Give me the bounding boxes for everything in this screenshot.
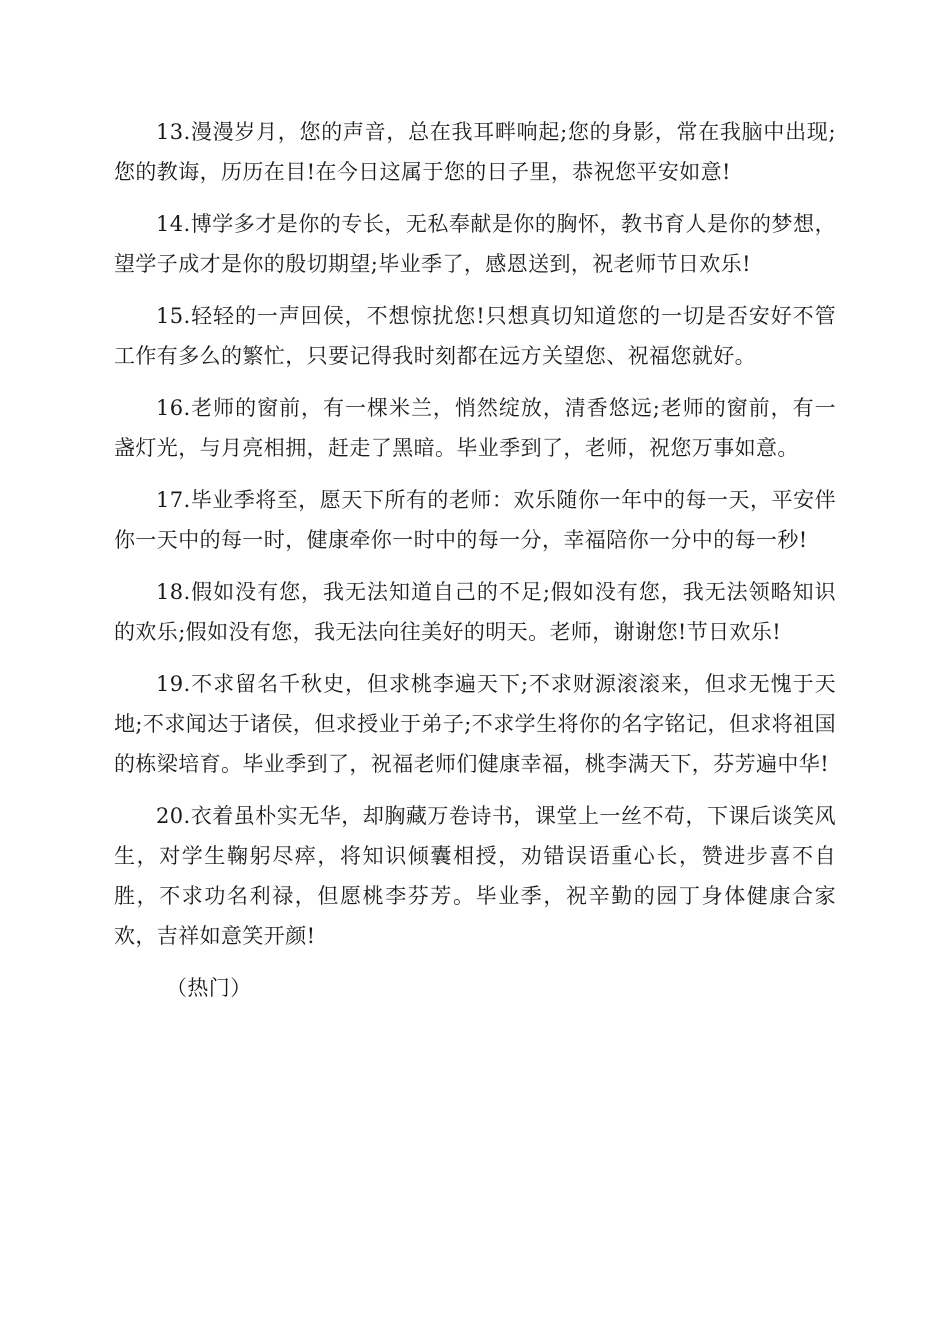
paragraph-19: 19.不求留名千秋史，但求桃李遍天下;不求财源滚滚来，但求无愧于天地;不求闻达于诸侯，但求授业于弟子;不求学生将你的名字铭记，但求将祖国的栋梁培育。毕业季到了，祝福老师们健康幸福，桃李满天下，芬芳遍中华! — [114, 672, 836, 776]
paragraph-15: 15.轻轻的一声回侯，不想惊扰您!只想真切知道您的一切是否安好不管工作有多么的繁忙，只要记得我时刻都在远方关望您、祝福您就好。 — [114, 304, 836, 368]
footer-tag: （热门） — [166, 976, 252, 1000]
paragraph-20: 20.衣着虽朴实无华，却胸藏万卷诗书，课堂上一丝不苟，下课后谈笑风生，对学生鞠躬尽瘁，将知识倾囊相授，劝错误语重心长，赞进步喜不自胜，不求功名利禄，但愿桃李芬芳。毕业季，祝辛勤的园丁身体健康合家欢，吉祥如意笑开颜! — [114, 804, 836, 948]
document-body — [114, 112, 836, 1008]
paragraph-18: 18.假如没有您，我无法知道自己的不足;假如没有您，我无法领略知识的欢乐;假如没有您，我无法向往美好的明天。老师，谢谢您!节日欢乐! — [114, 580, 836, 644]
paragraph-16: 16.老师的窗前，有一棵米兰，悄然绽放，清香悠远;老师的窗前，有一盏灯光，与月亮相拥，赶走了黑暗。毕业季到了，老师，祝您万事如意。 — [114, 396, 836, 460]
paragraph-14: 14.博学多才是你的专长，无私奉献是你的胸怀，教书育人是你的梦想，望学子成才是你的殷切期望;毕业季了，感恩送到，祝老师节日欢乐! — [114, 212, 836, 276]
paragraph-13: 13.漫漫岁月，您的声音，总在我耳畔响起;您的身影，常在我脑中出现;您的教诲，历历在目!在今日这属于您的日子里，恭祝您平安如意! — [114, 120, 836, 184]
paragraph-17: 17.毕业季将至，愿天下所有的老师：欢乐随你一年中的每一天，平安伴你一天中的每一时，健康牵你一时中的每一分，幸福陪你一分中的每一秒! — [114, 488, 836, 552]
